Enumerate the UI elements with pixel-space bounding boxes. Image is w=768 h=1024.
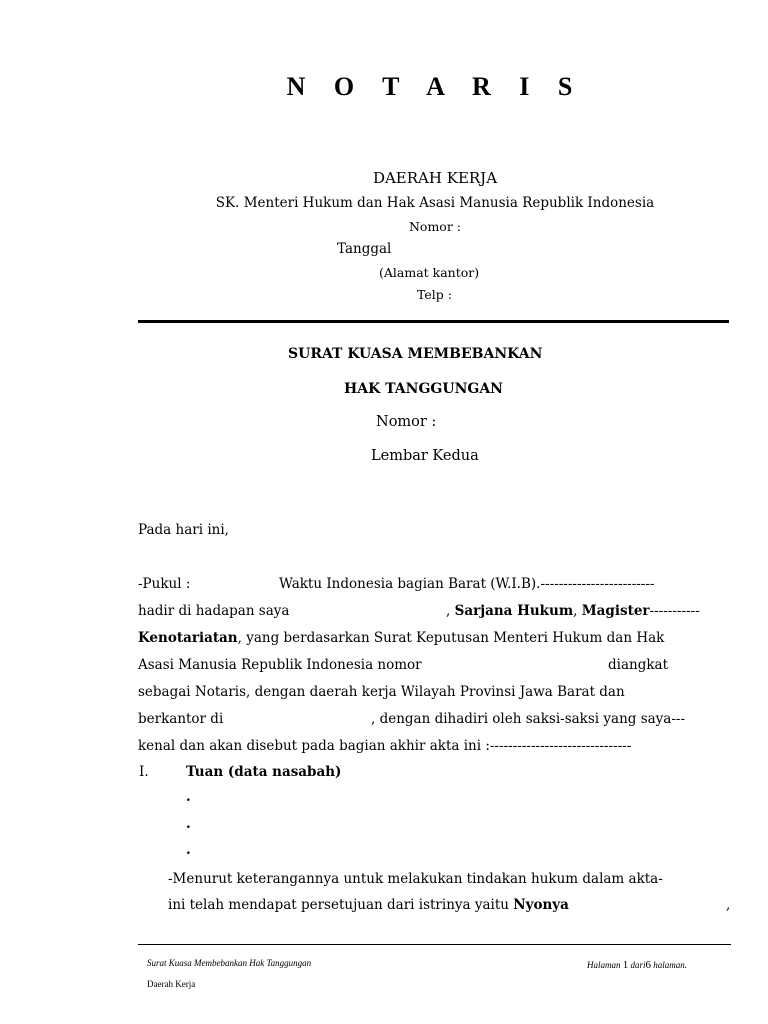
- header-tanggal: Tanggal: [337, 241, 392, 257]
- header-divider: [138, 320, 729, 323]
- halaman-label: Halaman: [587, 960, 621, 970]
- line5: sebagai Notaris, dengan daerah kerja Wilayah Provinsi Jawa Barat dan: [138, 684, 625, 700]
- dari-label: dari: [630, 960, 646, 970]
- page-current: 1: [622, 959, 629, 971]
- notaris-title: N O T A R I S: [286, 72, 584, 101]
- dashes: -----------: [649, 603, 700, 619]
- header-telp: Telp :: [417, 287, 452, 302]
- ini-telah-text: ini telah mendapat persetujuan dari istrinya yaitu: [168, 897, 509, 913]
- pada-hari-ini: Pada hari ini,: [138, 522, 229, 538]
- pukul-label: -Pukul :: [138, 576, 191, 592]
- footer-page-number: [587, 959, 687, 971]
- lembar-kedua: Lembar Kedua: [371, 448, 479, 464]
- line4b: diangkat: [608, 657, 668, 673]
- footer-doc-title: Surat Kuasa Membebankan Hak Tanggungan: [147, 958, 312, 968]
- magister: Magister: [581, 603, 650, 619]
- bullet-dot: .: [186, 789, 191, 805]
- bullet-dot: .: [186, 842, 191, 858]
- line-kenotariatan: [138, 630, 664, 646]
- doc-title-line2: HAK TANGGUNGAN: [344, 381, 503, 397]
- waktu-text: Waktu Indonesia bagian Barat (W.I.B).-------------------------: [279, 576, 655, 592]
- gelar-line: [446, 603, 700, 619]
- comma: ,: [446, 603, 451, 619]
- footer-divider: [138, 944, 731, 945]
- line6a: berkantor di: [138, 711, 224, 727]
- line7: kenal dan akan disebut pada bagian akhir akta ini :-------------------------------: [138, 738, 632, 754]
- bullet-dot: .: [186, 816, 191, 832]
- daerah-kerja: DAERAH KERJA: [372, 169, 498, 187]
- roman-numeral: I.: [139, 764, 149, 780]
- page-total: 6: [645, 959, 652, 971]
- doc-nomor: Nomor :: [376, 414, 437, 430]
- sk-menteri: SK. Menteri Hukum dan Hak Asasi Manusia Republik Indonesia: [215, 195, 655, 211]
- halaman-end: halaman.: [653, 960, 688, 970]
- line3-rest: , yang berdasarkan Surat Keputusan Menteri Hukum dan Hak: [237, 630, 665, 646]
- menurut-line: -Menurut keterangannya untuk melakukan tindakan hukum dalam akta-: [168, 871, 663, 887]
- ini-telah-line: [168, 897, 569, 913]
- comma: ,: [573, 603, 578, 619]
- kenotariatan: Kenotariatan: [138, 630, 238, 646]
- header-nomor: Nomor :: [408, 219, 461, 234]
- line4a: Asasi Manusia Republik Indonesia nomor: [138, 657, 422, 673]
- tuan-data: Tuan (data nasabah): [186, 764, 342, 780]
- footer-daerah-kerja: Daerah Kerja: [147, 979, 196, 989]
- nyonya: Nyonya: [513, 897, 569, 913]
- hadir-text: hadir di hadapan saya: [138, 603, 290, 619]
- header-alamat: (Alamat kantor): [379, 265, 480, 280]
- doc-title-line1: SURAT KUASA MEMBEBANKAN: [288, 346, 543, 362]
- line6b: , dengan dihadiri oleh saksi-saksi yang saya---: [371, 711, 686, 727]
- trailing-comma: ,: [726, 897, 731, 913]
- sarjana-hukum: Sarjana Hukum: [454, 603, 574, 619]
